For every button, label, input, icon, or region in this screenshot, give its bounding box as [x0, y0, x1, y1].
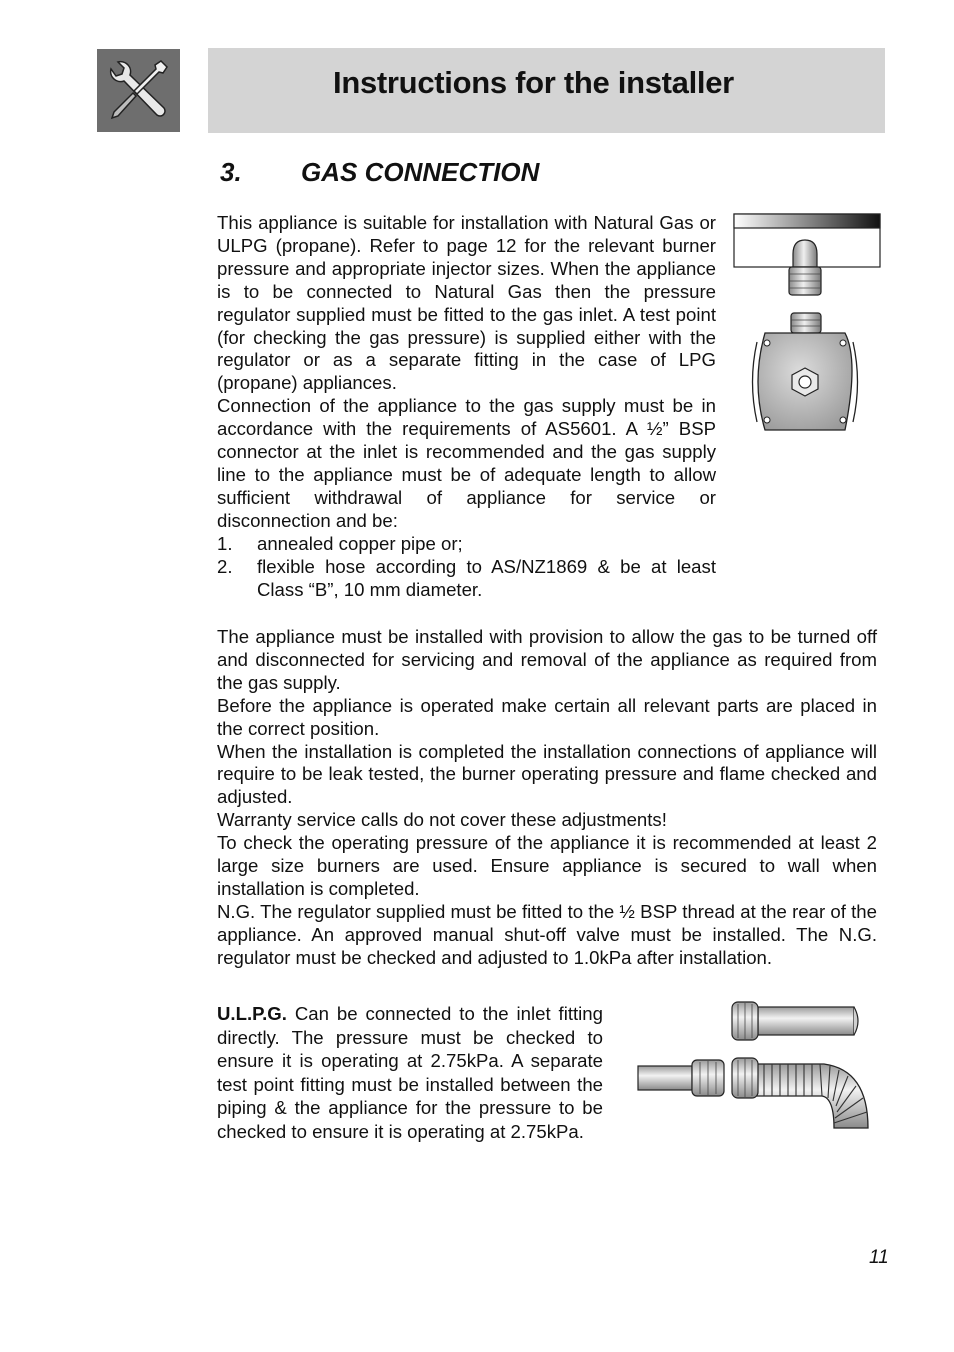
ulpg-paragraph: [217, 1002, 603, 1143]
list-item-text: flexible hose according to AS/NZ1869 & be at least Class “B”, 10 mm diameter.: [257, 555, 716, 600]
body-paragraph: Before the appliance is operated make certain all relevant parts are placed in the correct position.: [217, 694, 877, 739]
body-paragraph: To check the operating pressure of the appliance it is recommended at least 2 large size burners are used. Ensure appliance is secured to wall when installation is completed.: [217, 832, 877, 899]
body-paragraph: N.G. The regulator supplied must be fitted to the ½ BSP thread at the rear of the appliance. An approved manual shut-off valve must be installed. The N.G. regulator must be checked and adjusted to 1.0kPa after installation.: [217, 900, 877, 968]
body-paragraph: When the installation is completed the installation connections of appliance will require to be leak tested, the burner operating pressure and flame checked and adjusted.: [217, 740, 877, 808]
list-item: [217, 556, 716, 602]
list-item: [217, 533, 716, 556]
connection-list: [217, 533, 716, 602]
intro-paragraph-1: This appliance is suitable for installation with Natural Gas or ULPG (propane). Refer to page 12 for the relevant burner pressure and appropriate injector sizes. When the appliance is to be connected to Natural Gas then the pressure regulator supplied must be fitted to the gas inlet. A test point (for checking the gas pressure) is supplied either with the regulator or as a separate fitting in the case of LPG (propane) appliances.: [217, 212, 716, 394]
header-bar: [208, 48, 885, 133]
list-item-text: annealed copper pipe or;: [257, 532, 463, 554]
body-paragraph: The appliance must be installed with provision to allow the gas to be turned off and disconnected for servicing and removal of the appliance as required from the gas supply.: [217, 626, 877, 693]
ulpg-label: U.L.P.G.: [217, 1003, 287, 1024]
section-heading: GAS CONNECTION: [301, 157, 540, 187]
warranty-note: Warranty service calls do not cover these adjustments!: [217, 809, 667, 831]
intro-paragraph-2: Connection of the appliance to the gas supply must be in accordance with the requirements of AS5601. A ½” BSP connector at the inlet is recommended and the gas supply line to the appliance must be of adequate length to allow sufficient withdrawal of appliance for service or disconnection and be:: [217, 395, 716, 531]
section-number: 3.: [220, 157, 242, 187]
page-number: 11: [869, 1247, 889, 1268]
body-text: [217, 626, 877, 970]
gas-hose-icon: [636, 998, 872, 1138]
section-title: [220, 157, 539, 188]
ulpg-text: Can be connected to the inlet fitting directly. The pressure must be checked to ensure it is operating at 2.75kPa. A separate test point fitting must be installed between the piping & the appliance for the pressure to be checked to ensure it is operating at 2.75kPa.: [217, 1003, 603, 1142]
gas-regulator-icon: [733, 212, 883, 437]
page-title: Instructions for the installer: [333, 65, 734, 100]
list-item-number: 2.: [217, 555, 233, 577]
list-item-number: 1.: [217, 532, 233, 554]
tools-icon: [97, 49, 180, 132]
intro-block: [217, 212, 716, 601]
